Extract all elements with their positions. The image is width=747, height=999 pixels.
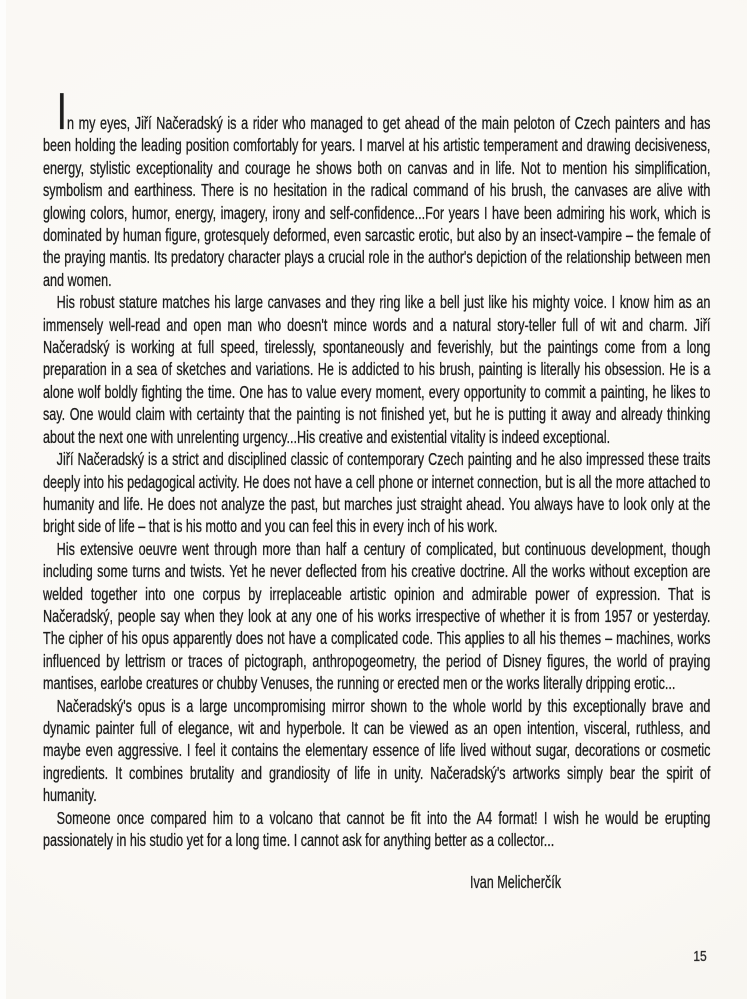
paragraph: Jiří Načeradský is a strict and disciplined classic of contemporary Czech painting and he also impressed these traits deeply into his pedagogical activity. He does not have a cell phone or internet connection, but is all the more attached to humanity and life. He does not analyze the past, but marches just straight ahead. You always have to look only at the bright side of life – that is his motto and you can feel this in every inch of his work. [43,449,711,537]
paragraphs [43,82,711,851]
paragraph: Načeradský's opus is a large uncompromising mirror shown to the whole world by this exceptionally brave and dynamic painter full of elegance, wit and hyperbole. It can be viewed as an open intention, visceral, ruthless, and maybe even aggressive. I feel it contains the elementary essence of life lived without sugar, decorations or cosmetic ingredients. It combines brutality and grandiosity of life in unity. Načeradský's artworks simply bear the spirit of humanity. [43,695,711,806]
paragraph: His robust stature matches his large canvases and they ring like a bell just like his mighty voice. I know him as an immensely well-read and open man who doesn't mince words and a natural story-teller full of wit and charm. Jiří Načeradský is working at full speed, tirelessly, spontaneously and feverishly, but the paintings come from a long preparation in a sea of sketches and variations. He is addicted to his brush, painting is literally his obsession. He is a alone wolf boldly fighting the time. One has to value every moment, every opportunity to commit a painting, he likes to say. One would claim with certainty that the painting is not finished yet, but he is putting it away and already thinking about the next one with unrelenting urgency...His creative and existential vitality is indeed exceptional. [43,292,711,447]
paragraph: In my eyes, Jiří Načeradský is a rider who managed to get ahead of the main peloton of Czech painters and has been holding the leading position comfortably for years. I marvel at his artistic temperament and drawing decisiveness, energy, stylistic exceptionality and courage he shows both on canvas and in life. Not to mention his simplification, symbolism and earthiness. There is no hesitation in the radical command of his brush, the canvases are alive with glowing colors, humor, energy, imagery, irony and self-confidence...For years I have been admiring his work, which is dominated by human figure, grotesquely deformed, even sarcastic erotic, but also by an insect-vampire – the female of the praying mantis. Its predatory character plays a crucial role in the author's depiction of the relationship between men and women. [43,82,711,290]
article-body [43,82,711,894]
signature: Ivan Melicherčík [469,872,561,893]
page-number: 15 [693,948,707,965]
paragraph: Someone once compared him to a volcano that cannot be fit into the A4 format! I wish he would be erupting passionately in his studio yet for a long time. I cannot ask for anything better as a collector... [43,807,711,850]
paragraph: His extensive oeuvre went through more than half a century of complicated, but continuous development, though including some turns and twists. Yet he never deflected from his creative doctrine. All the works without exception are welded together into one corpus by irreplaceable artistic opinion and admirable power of expression. That is Načeradský, people say when they look at any one of his works irrespective of whether it is from 1957 or yesterday. The cipher of his opus apparently does not have a complicated code. This applies to all his themes – machines, works influenced by lettrism or traces of pictograph, anthropogeometry, the period of Disney figures, the world of praying mantises, earlobe creatures or chubby Venuses, the running or erected men or the works literally dripping erotic... [43,538,711,694]
